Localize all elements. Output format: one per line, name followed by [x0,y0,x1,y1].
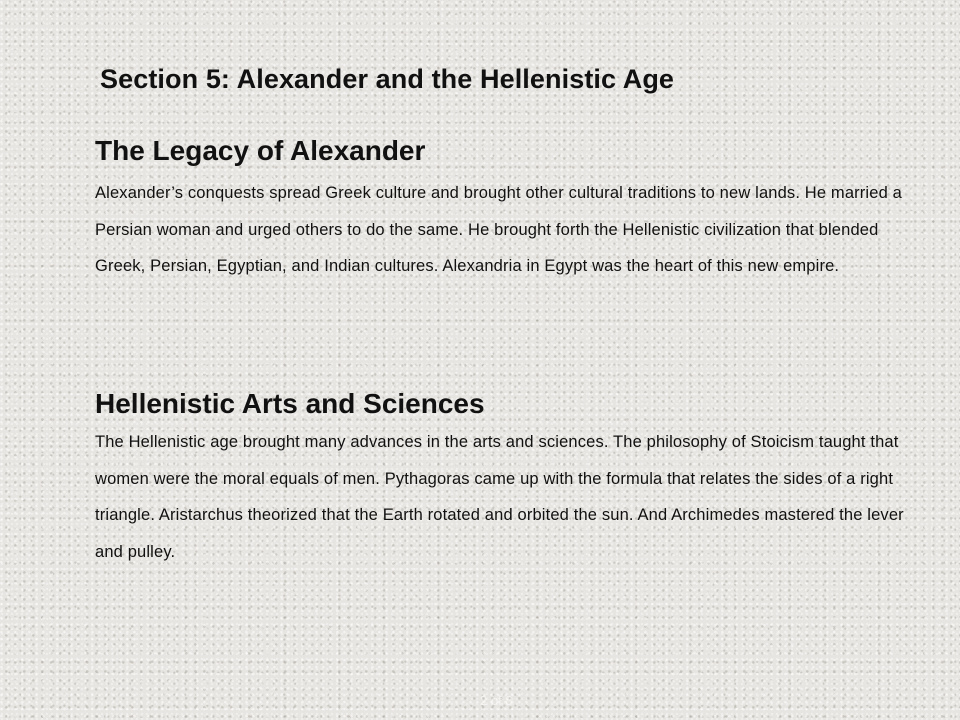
legacy-section [95,135,915,285]
section-title: Section 5: Alexander and the Hellenistic Age [100,64,675,94]
arts-sciences-section [95,388,915,570]
slide-number: 2 of 8 [480,693,513,708]
legacy-heading: The Legacy of Alexander [95,135,426,166]
arts-sciences-heading: Hellenistic Arts and Sciences [95,388,485,419]
arts-sciences-body: The Hellenistic age brought many advances in the arts and sciences. The philosophy of Stoicism taught that women were the moral equals of men. Pythagoras came up with the formula that relates the sides of a right triangle. Aristarchus theorized that the Earth rotated and orbited the sun. And Archimedes mastered the lever and pulley. [95,433,904,561]
legacy-body: Alexander’s conquests spread Greek culture and brought other cultural traditions to new lands. He married a Persian woman and urged others to do the same. He brought forth the Hellenistic civilization that blended Greek, Persian, Egyptian, and Indian cultures. Alexandria in Egypt was the heart of this new empire. [95,184,902,275]
